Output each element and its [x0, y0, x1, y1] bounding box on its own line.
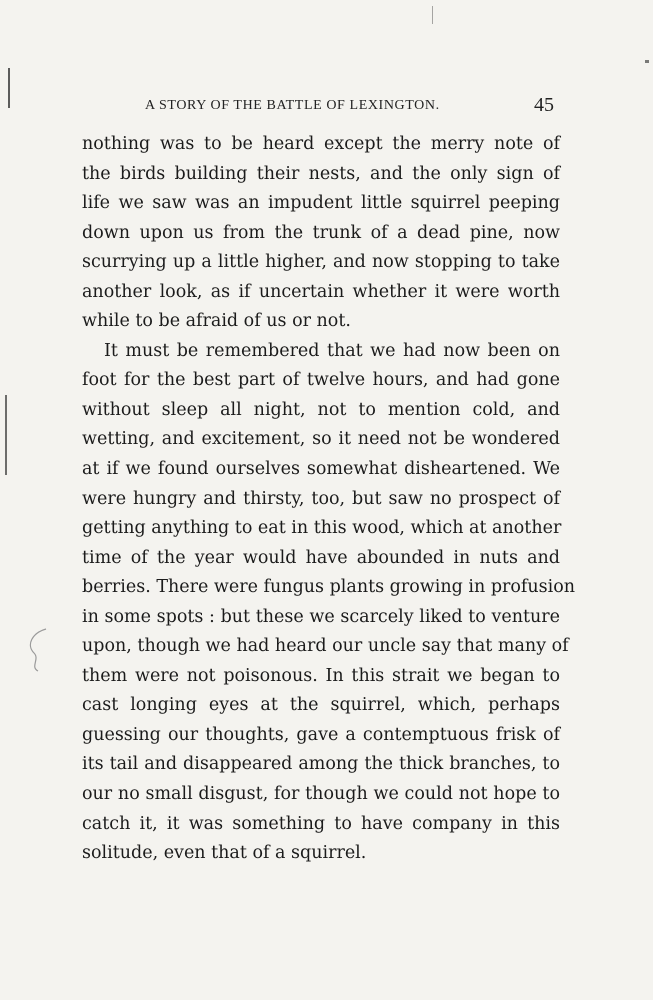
text-line: life we saw was an impudent little squirrel peeping [82, 193, 560, 214]
text-line: down upon us from the trunk of a dead pine, now [82, 222, 560, 243]
text-line: guessing our thoughts, gave a contemptuous frisk of [82, 724, 560, 745]
text-line: while to be afraid of us or not. [82, 311, 351, 332]
text-line: at if we found ourselves somewhat disheartened. We [82, 459, 560, 480]
text-line: in some spots : but these we scarcely liked to venture [82, 606, 560, 627]
text-line: solitude, even that of a squirrel. [82, 843, 367, 864]
text-line: nothing was to be heard except the merry note of [82, 134, 560, 154]
text-line: scurrying up a little higher, and now stopping to take [82, 252, 560, 273]
text-line: another look, as if uncertain whether it were worth [82, 281, 560, 302]
page-header [0, 96, 653, 122]
text-line: wetting, and excitement, so it need not be wondered [82, 429, 560, 450]
body-text [82, 130, 576, 869]
text-line: foot for the best part of twelve hours, and had gone [82, 370, 560, 391]
text-line: cast longing eyes at the squirrel, which, perhaps [82, 695, 560, 716]
text-line: were hungry and thirsty, too, but saw no prospect of [82, 488, 560, 509]
text-line: upon, though we had heard our uncle say that many of [82, 636, 569, 657]
scan-edge-mark [5, 395, 7, 475]
text-line: time of the year would have abounded in nuts and [82, 547, 560, 568]
running-title: A STORY OF THE BATTLE OF LEXINGTON. [145, 98, 440, 113]
page-number: 45 [534, 94, 554, 116]
text-line: berries. There were fungus plants growing in profusion [82, 577, 576, 598]
text-line: the birds building their nests, and the only sign of [82, 163, 560, 184]
text-line: them were not poisonous. In this strait we began to [82, 665, 560, 686]
text-line: its tail and disappeared among the thick branches, to [82, 754, 560, 775]
scan-speck [432, 6, 439, 24]
text-line: It must be remembered that we had now been on [104, 340, 560, 361]
text-line: catch it, it was something to have company in this [82, 813, 560, 834]
text-line: without sleep all night, not to mention cold, and [82, 399, 560, 420]
pencil-curl-mark [22, 625, 56, 675]
scan-speck [645, 60, 649, 63]
paragraph [82, 130, 560, 337]
paragraph [82, 337, 576, 869]
text-line: our no small disgust, for though we could not hope to [82, 784, 560, 805]
text-line: getting anything to eat in this wood, which at another [82, 518, 562, 539]
